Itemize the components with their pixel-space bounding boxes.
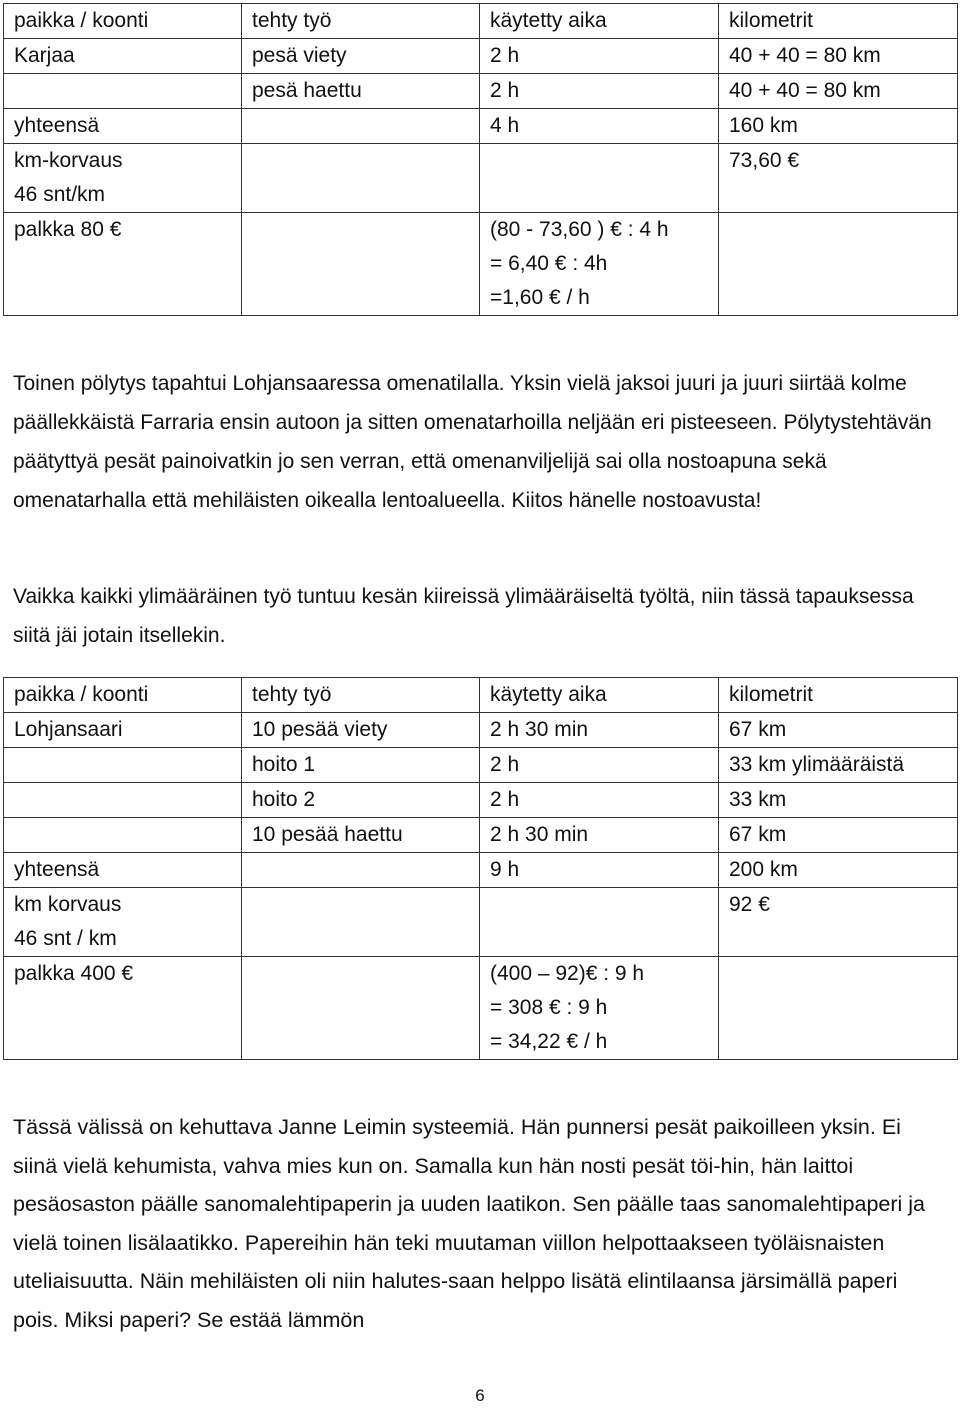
cell-text: paikka / koonti <box>14 683 149 706</box>
table-cell <box>4 957 242 1060</box>
table-cell <box>719 39 958 74</box>
table-cell <box>242 213 480 316</box>
table-cell <box>242 888 480 957</box>
cell-text: 2 h <box>490 788 520 811</box>
table-cell <box>719 888 958 957</box>
table-cell <box>4 144 242 213</box>
header-cell <box>4 4 242 39</box>
paragraph-pollination-lohjansaari: Toinen pölytys tapahtui Lohjansaaressa omenatilalla. Yksin vielä jaksoi juuri ja juuri siirtää kolme päällekkäistä Farraria ensin autoon ja sitten omenatarhoilla neljään eri pisteeseen. Pölytystehtävän päätyttyä pesät painoivatkin jo sen verran, että omenanviljelijä sai olla nostoapuna sekä omenatarhalla että mehiläisten oikealla lentoalueella. Kiitos hänelle nostoavusta! <box>13 372 932 512</box>
cell-text: 2 h 30 min <box>490 823 589 846</box>
cell-text: 46 snt/km <box>14 183 106 206</box>
cell-text: pesä haettu <box>252 79 362 102</box>
table-cell <box>4 713 242 748</box>
table-cell <box>719 783 958 818</box>
work-table-lohjansaari <box>3 677 958 1060</box>
cell-text: tehty työ <box>252 683 332 706</box>
cell-text: 2 h <box>490 753 520 776</box>
cell-text: 10 pesää haettu <box>252 823 403 846</box>
table-cell <box>4 748 242 783</box>
table-cell <box>719 713 958 748</box>
cell-text: (80 - 73,60 ) € : 4 h <box>490 218 669 241</box>
table-cell <box>480 783 719 818</box>
table-cell <box>4 888 242 957</box>
table-cell <box>719 144 958 213</box>
cell-text: 2 h 30 min <box>490 718 589 741</box>
header-cell <box>242 678 480 713</box>
paragraph-janne-leimi-system: Tässä välissä on kehuttava Janne Leimin systeemiä. Hän punnersi pesät paikoilleen yksin. Ei siinä vielä kehumista, vahva mies kun on. Samalla kun hän nosti pesät töi-hin, hän laittoi pesäosaston päälle sanomalehtipaperin ja uuden laatikon. Sen päälle taas sanomalehtipaperi ja vielä toinen lisälaatikko. Papereihin hän teki muutaman viillon helpottaakseen työläisnaisten uteliaisuutta. Näin mehiläisten oli niin halutes-saan helppo lisätä elintilaansa järsimällä paperi pois. Miksi paperi? Se estää lämmön <box>13 1115 925 1332</box>
cell-text <box>252 144 479 178</box>
cell-text <box>252 109 479 143</box>
cell-text: 160 km <box>729 114 798 137</box>
cell-text <box>14 818 241 852</box>
table-cell <box>480 957 719 1060</box>
cell-text: Lohjansaari <box>14 718 123 741</box>
cell-text <box>14 74 241 108</box>
table-cell <box>242 818 480 853</box>
cell-text: kilometrit <box>729 9 814 32</box>
table-cell <box>480 818 719 853</box>
table-cell <box>242 39 480 74</box>
cell-text: 2 h <box>490 79 520 102</box>
cell-text <box>729 213 957 247</box>
page-number: 6 <box>475 1386 485 1405</box>
table-row <box>4 713 958 748</box>
table-cell <box>480 748 719 783</box>
cell-text <box>490 144 718 178</box>
cell-text: palkka 400 € <box>14 962 134 985</box>
cell-text <box>14 748 241 782</box>
table-cell <box>480 39 719 74</box>
table-cell <box>242 713 480 748</box>
cell-text: 67 km <box>729 718 787 741</box>
table-row <box>4 888 958 957</box>
table-cell <box>719 213 958 316</box>
cell-text <box>252 853 479 887</box>
cell-text: 33 km ylimääräistä <box>729 753 905 776</box>
table-cell <box>719 74 958 109</box>
cell-text: Karjaa <box>14 44 75 67</box>
cell-text: = 34,22 € / h <box>490 1030 608 1053</box>
cell-text: paikka / koonti <box>14 9 149 32</box>
table-cell <box>480 144 719 213</box>
header-cell <box>480 4 719 39</box>
table-cell <box>4 818 242 853</box>
table-header-row <box>4 678 958 713</box>
table-cell <box>4 109 242 144</box>
cell-text <box>252 213 479 247</box>
cell-text: 33 km <box>729 788 787 811</box>
cell-text: hoito 1 <box>252 753 316 776</box>
cell-text: 46 snt / km <box>14 927 117 950</box>
table-cell <box>719 853 958 888</box>
table-cell <box>4 213 242 316</box>
cell-text: yhteensä <box>14 114 100 137</box>
table-row <box>4 144 958 213</box>
cell-text: yhteensä <box>14 858 100 881</box>
cell-text: kilometrit <box>729 683 814 706</box>
cell-text: km-korvaus <box>14 149 123 172</box>
header-cell <box>242 4 480 39</box>
table-cell <box>4 74 242 109</box>
table-cell <box>242 74 480 109</box>
cell-text <box>252 888 479 922</box>
table-cell <box>719 748 958 783</box>
table-cell <box>242 853 480 888</box>
cell-text: = 6,40 € : 4h <box>490 252 608 275</box>
cell-text: =1,60 € / h <box>490 286 590 309</box>
cell-text <box>729 957 957 991</box>
paragraph-extra-work: Vaikka kaikki ylimääräinen työ tuntuu kesän kiireissä ylimääräiseltä työltä, niin tässä tapauksessa siitä jäi jotain itsellekin. <box>13 585 914 647</box>
table-cell <box>242 748 480 783</box>
cell-text: tehty työ <box>252 9 332 32</box>
cell-text: 9 h <box>490 858 520 881</box>
header-cell <box>719 4 958 39</box>
table-row <box>4 957 958 1060</box>
table-cell <box>242 109 480 144</box>
table-cell <box>480 74 719 109</box>
header-cell <box>719 678 958 713</box>
table-cell <box>4 39 242 74</box>
cell-text: 2 h <box>490 44 520 67</box>
cell-text: 40 + 40 = 80 km <box>729 44 881 67</box>
cell-text: 73,60 € <box>729 149 800 172</box>
cell-text <box>14 783 241 817</box>
table-cell <box>4 853 242 888</box>
cell-text: = 308 € : 9 h <box>490 996 608 1019</box>
table-header-row <box>4 4 958 39</box>
cell-text: pesä viety <box>252 44 347 67</box>
table-row <box>4 818 958 853</box>
cell-text: käytetty aika <box>490 9 607 32</box>
table-cell <box>480 109 719 144</box>
cell-text: km korvaus <box>14 893 122 916</box>
table-row <box>4 74 958 109</box>
cell-text <box>252 957 479 991</box>
table-cell <box>719 109 958 144</box>
table-row <box>4 109 958 144</box>
cell-text: 10 pesää viety <box>252 718 388 741</box>
table-cell <box>242 144 480 213</box>
cell-text: palkka 80 € <box>14 218 122 241</box>
table-cell <box>480 888 719 957</box>
header-cell <box>480 678 719 713</box>
table-row <box>4 213 958 316</box>
table-cell <box>719 957 958 1060</box>
cell-text: käytetty aika <box>490 683 607 706</box>
cell-text <box>490 888 718 922</box>
table-cell <box>480 713 719 748</box>
table-cell <box>242 783 480 818</box>
cell-text: 67 km <box>729 823 787 846</box>
work-table-karjaa <box>3 3 958 316</box>
cell-text: 200 km <box>729 858 798 881</box>
table-row <box>4 853 958 888</box>
table-row <box>4 39 958 74</box>
header-cell <box>4 678 242 713</box>
cell-text: (400 – 92)€ : 9 h <box>490 962 645 985</box>
table-row <box>4 748 958 783</box>
table-row <box>4 783 958 818</box>
cell-text: 4 h <box>490 114 520 137</box>
table-cell <box>242 957 480 1060</box>
cell-text: hoito 2 <box>252 788 316 811</box>
cell-text: 40 + 40 = 80 km <box>729 79 881 102</box>
table-cell <box>480 853 719 888</box>
table-cell <box>4 783 242 818</box>
table-cell <box>480 213 719 316</box>
table-cell <box>719 818 958 853</box>
cell-text: 92 € <box>729 893 770 916</box>
